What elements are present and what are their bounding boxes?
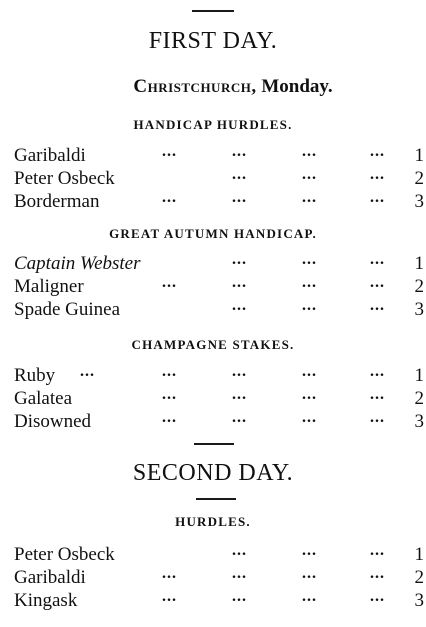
leader-dots: ... [232, 565, 247, 582]
result-row [14, 168, 424, 190]
leader-dots: ... [370, 565, 385, 582]
leader-dots: ... [232, 274, 247, 291]
leader-dots: ... [302, 409, 317, 426]
placing: 2 [414, 388, 424, 409]
result-row [14, 299, 424, 321]
leader-dots: ... [370, 251, 385, 268]
result-row [14, 388, 424, 410]
horse-name: Borderman [14, 191, 100, 212]
leader-dots: ... [370, 386, 385, 403]
leader-dots: ... [162, 409, 177, 426]
leader-dots: ... [232, 189, 247, 206]
leader-dots: ... [232, 409, 247, 426]
horse-name: Spade Guinea [14, 299, 121, 320]
dateline [20, 76, 426, 98]
leader-dots: ... [302, 189, 317, 206]
result-row [14, 191, 424, 213]
leader-dots: ... [162, 588, 177, 605]
race-heading: HANDICAP HURDLES. [133, 117, 293, 132]
placing: 1 [414, 544, 424, 565]
second-day-title: SECOND DAY. [132, 460, 294, 486]
leader-dots: ... [232, 363, 247, 380]
horse-name: Garibaldi [14, 145, 86, 166]
leader-dots: ... [370, 588, 385, 605]
leader-dots: ... [232, 588, 247, 605]
placing: 1 [414, 145, 424, 166]
leader-dots: ... [302, 588, 317, 605]
leader-dots: ... [162, 189, 177, 206]
placing: 3 [414, 411, 424, 432]
dateline-place: Christchurch, [133, 76, 257, 97]
leader-dots: ... [370, 166, 385, 183]
race-heading: CHAMPAGNE STAKES. [131, 337, 295, 352]
leader-dots: ... [302, 386, 317, 403]
placing: 2 [414, 276, 424, 297]
result-row [14, 590, 424, 612]
leader-dots: ... [80, 363, 95, 380]
horse-name: Peter Osbeck [14, 544, 115, 565]
placing: 3 [414, 299, 424, 320]
placing: 2 [414, 168, 424, 189]
race-heading: HURDLES. [175, 514, 251, 529]
leader-dots: ... [302, 565, 317, 582]
leader-dots: ... [370, 297, 385, 314]
leader-dots: ... [302, 363, 317, 380]
leader-dots: ... [232, 251, 247, 268]
leader-dots: ... [370, 143, 385, 160]
result-row [14, 276, 424, 298]
placing: 2 [414, 567, 424, 588]
leader-dots: ... [370, 274, 385, 291]
second-day-rule [196, 498, 236, 500]
placing: 3 [414, 590, 424, 611]
top-rule [192, 10, 234, 12]
placing: 1 [414, 365, 424, 386]
leader-dots: ... [370, 189, 385, 206]
placing: 1 [414, 253, 424, 274]
leader-dots: ... [370, 363, 385, 380]
horse-name: Garibaldi [14, 567, 86, 588]
leader-dots: ... [162, 363, 177, 380]
result-row [14, 411, 424, 433]
horse-name: Peter Osbeck [14, 168, 115, 189]
leader-dots: ... [302, 166, 317, 183]
leader-dots: ... [232, 143, 247, 160]
leader-dots: ... [302, 143, 317, 160]
result-row [14, 567, 424, 589]
result-row [14, 145, 424, 167]
leader-dots: ... [232, 542, 247, 559]
race-heading: GREAT AUTUMN HANDICAP. [109, 226, 317, 241]
horse-name: Maligner [14, 276, 84, 297]
result-row [14, 253, 424, 275]
leader-dots: ... [370, 409, 385, 426]
leader-dots: ... [302, 542, 317, 559]
horse-name: Galatea [14, 388, 73, 409]
leader-dots: ... [162, 386, 177, 403]
placing: 3 [414, 191, 424, 212]
first-day-title: FIRST DAY. [148, 28, 278, 54]
result-row [14, 544, 424, 566]
leader-dots: ... [232, 386, 247, 403]
leader-dots: ... [232, 166, 247, 183]
leader-dots: ... [162, 143, 177, 160]
horse-name: Kingask [14, 590, 78, 611]
leader-dots: ... [370, 542, 385, 559]
dateline-weekday: Monday. [261, 76, 333, 97]
horse-name: Captain Webster [14, 253, 141, 274]
leader-dots: ... [162, 565, 177, 582]
leader-dots: ... [302, 251, 317, 268]
leader-dots: ... [302, 274, 317, 291]
leader-dots: ... [302, 297, 317, 314]
leader-dots: ... [162, 274, 177, 291]
horse-name: Disowned [14, 411, 92, 432]
horse-name: Ruby [14, 365, 56, 386]
leader-dots: ... [232, 297, 247, 314]
day-divider-rule [194, 443, 234, 445]
result-row [14, 365, 424, 387]
